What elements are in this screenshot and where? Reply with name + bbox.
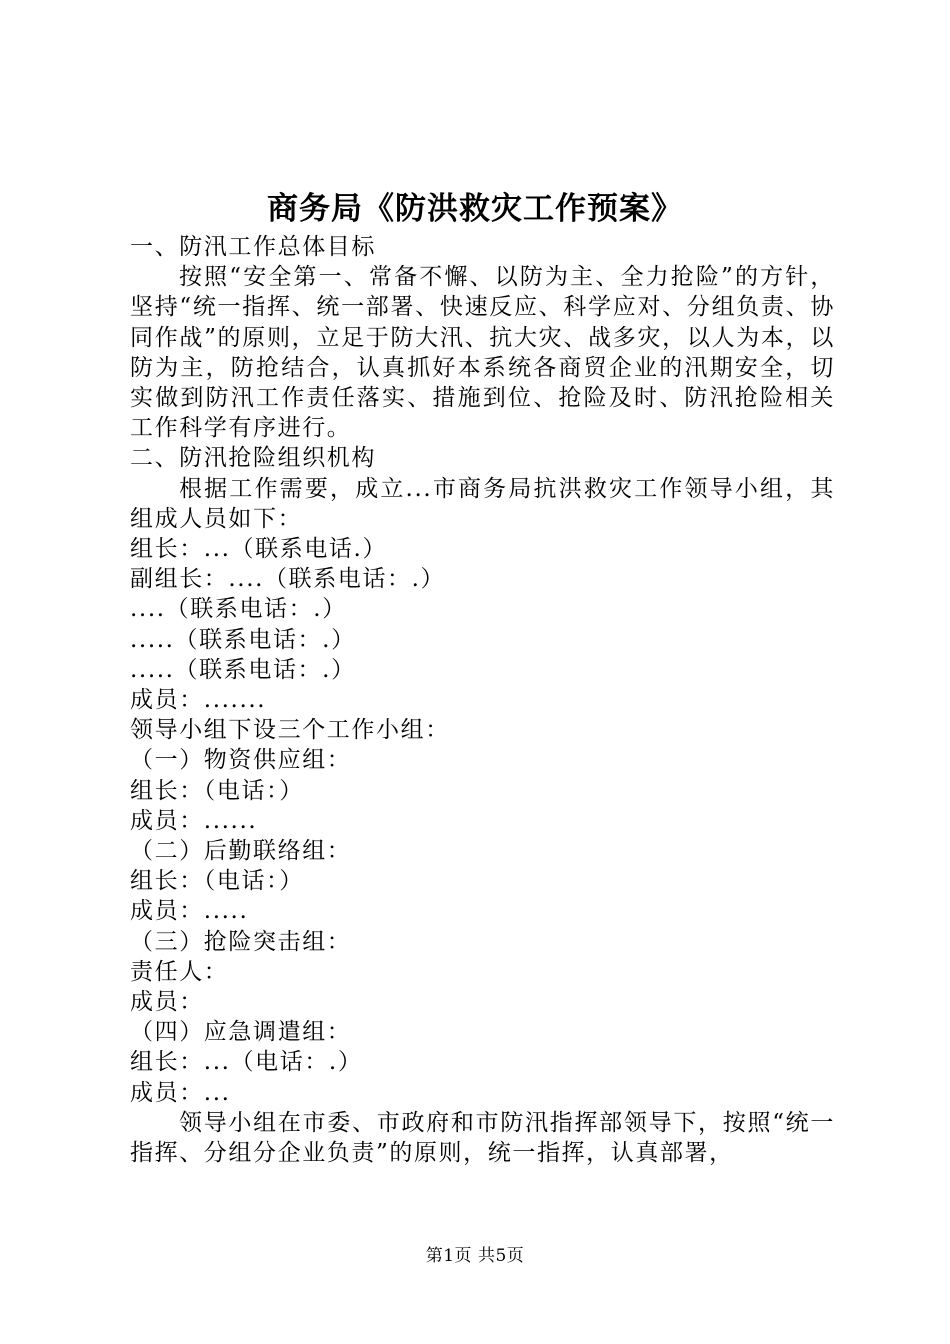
subgroups-intro: 领导小组下设三个工作小组：	[130, 717, 450, 744]
group4-title: （四）应急调遣组：	[130, 1019, 352, 1046]
group2-members: 成员：.....	[130, 898, 249, 925]
member-line-c: .....（联系电话：.）	[130, 656, 356, 683]
member-line-b: .....（联系电话：.）	[130, 626, 356, 653]
paragraph-2: 根据工作需要，成立...市商务局抗洪救灾工作领导小组，其组成人员如下：	[130, 475, 835, 532]
paragraph-1: 按照“安全第一、常备不懈、以防为主、全力抢险”的方针，坚持“统一指挥、统一部署、快速反应、科学应对、分组负责、协同作战”的原则，立足于防大汛、抗大灾、战多灾，以人为本，以防为主，防抢结合，认真抓好本系统各商贸企业的汛期安全，切实做到防汛工作责任落实、措施到位、抢险及时、防汛抢险相关工作科学有序进行。	[130, 264, 835, 442]
document-title: 商务局《防洪救灾工作预案》	[267, 191, 683, 227]
deputy-leader-line: 副组长：....（联系电话：.）	[130, 566, 446, 593]
group1-leader: 组长：（电话：）	[130, 777, 304, 804]
section-heading-2: 二、防汛抢险组织机构	[130, 445, 376, 472]
section-heading-1: 一、防汛工作总体目标	[130, 234, 376, 260]
group3-responsible: 责任人：	[130, 958, 229, 985]
page-number: 第1页 共5页	[425, 1246, 525, 1266]
group1-title: （一）物资供应组：	[130, 747, 352, 774]
document-body	[130, 232, 835, 1168]
group2-title: （二）后勤联络组：	[130, 838, 352, 865]
group3-members: 成员：	[130, 989, 204, 1016]
member-line-a: ....（联系电话：.）	[130, 596, 347, 623]
leader-line: 组长：...（联系电话.）	[130, 536, 388, 563]
group4-leader: 组长：...（电话：.）	[130, 1049, 363, 1076]
group1-members: 成员：......	[130, 807, 258, 834]
group2-leader: 组长：（电话：）	[130, 868, 304, 895]
paragraph-3: 领导小组在市委、市政府和市防汛指挥部领导下，按照“统一指挥、分组分企业负责”的原则，统一指挥，认真部署，	[130, 1109, 835, 1167]
group4-members: 成员：...	[130, 1079, 231, 1106]
group3-title: （三）抢险突击组：	[130, 928, 352, 955]
members-line: 成员：.......	[130, 687, 267, 714]
